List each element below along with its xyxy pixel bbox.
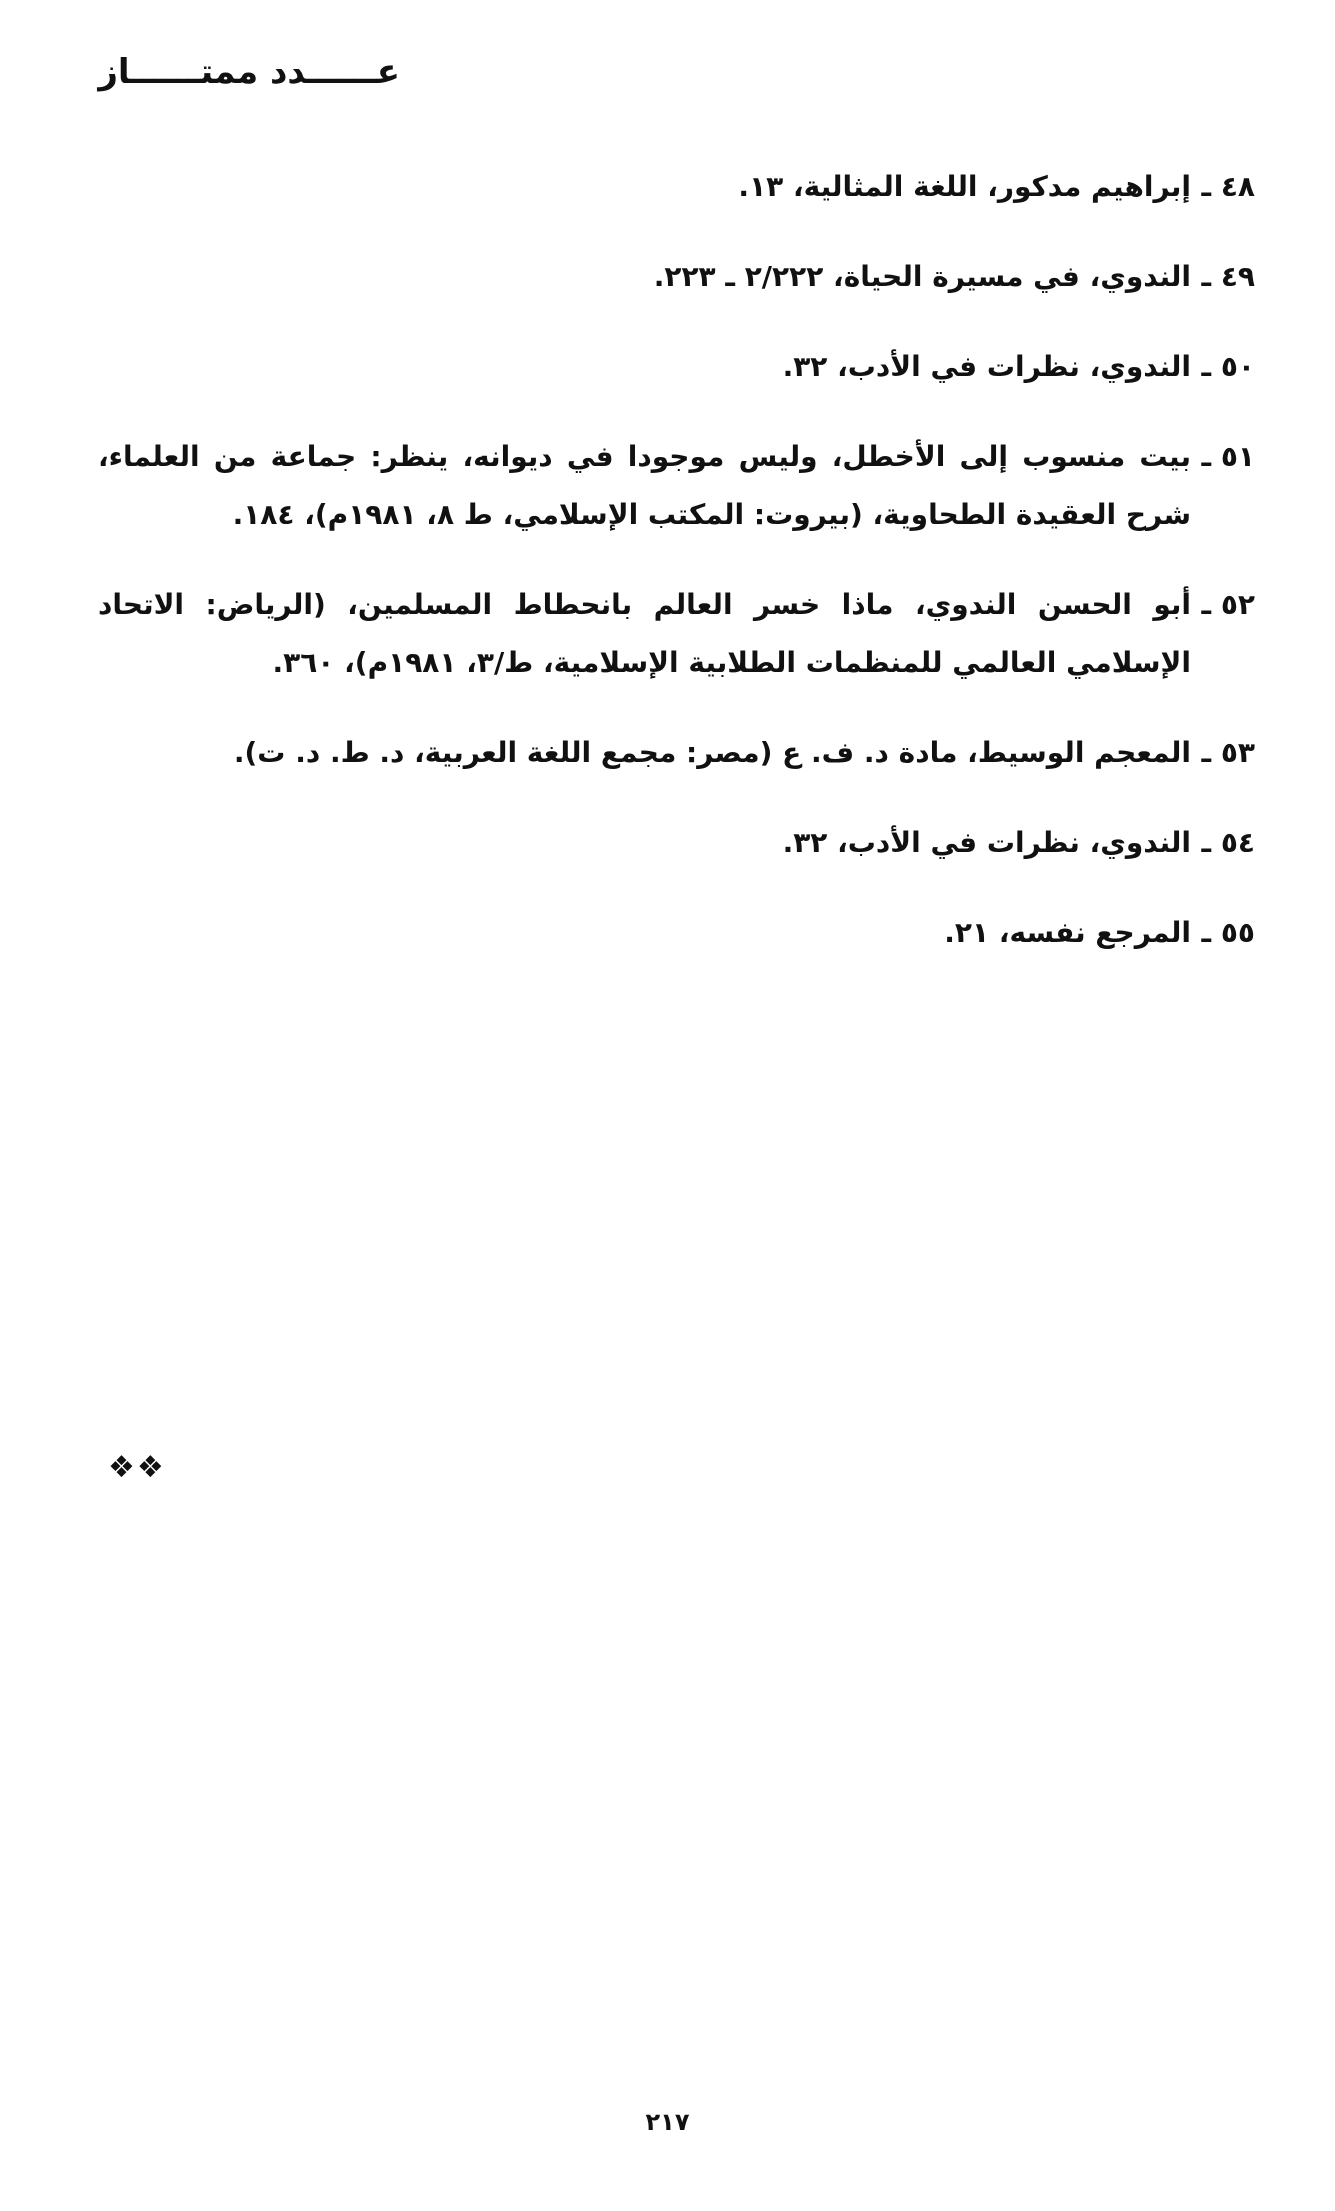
endnote-55 [98, 904, 1255, 962]
endnote-number: ٥١ ـ [1201, 440, 1255, 473]
endnote-number: ٥٢ ـ [1201, 588, 1255, 621]
endnotes-list [98, 158, 1255, 994]
endnote-48 [98, 158, 1255, 216]
endnote-number: ٥٤ ـ [1201, 826, 1255, 859]
endnote-54 [98, 814, 1255, 872]
endnote-text: الندوي، نظرات في الأدب، ٣٢. [782, 826, 1191, 859]
endnote-52 [98, 576, 1255, 692]
endnote-number: ٥٣ ـ [1201, 736, 1255, 769]
endnote-50 [98, 338, 1255, 396]
endnote-53 [98, 724, 1255, 782]
page-number: ٢١٧ [645, 2108, 690, 2136]
running-header: عــــــدد ممتــــــاز [98, 52, 400, 92]
endnote-number: ٤٨ ـ [1201, 170, 1255, 203]
endnote-number: ٥٠ ـ [1201, 350, 1255, 383]
endnote-49 [98, 248, 1255, 306]
endnote-51 [98, 428, 1255, 544]
endnote-text: المرجع نفسه، ٢١. [944, 916, 1191, 949]
endnote-text: الندوي، في مسيرة الحياة، ٢/٢٢٢ ـ ٢٢٣. [653, 260, 1191, 293]
endnote-text: المعجم الوسيط، مادة د. ف. ع (مصر: مجمع اللغة العربية، د. ط. د. ت). [233, 736, 1191, 769]
endnote-text: إبراهيم مدكور، اللغة المثالية، ١٣. [738, 170, 1191, 203]
endnote-number: ٥٥ ـ [1201, 916, 1255, 949]
endnote-number: ٤٩ ـ [1201, 260, 1255, 293]
endnote-text: بيت منسوب إلى الأخطل، وليس موجودا في ديوانه، ينظر: جماعة من العلماء، شرح العقيدة الطحاوية، (بيروت: المكتب الإسلامي، ط ٨، ١٩٨١م)، ١٨٤. [98, 440, 1191, 531]
endnote-text: الندوي، نظرات في الأدب، ٣٢. [782, 350, 1191, 383]
endnote-text: أبو الحسن الندوي، ماذا خسر العالم بانحطاط المسلمين، (الرياض: الاتحاد الإسلامي العالمي للمنظمات الطلابية الإسلامية، ط/٣، ١٩٨١م)، ٣٦٠. [98, 588, 1191, 679]
section-end-ornament: ❖❖ [108, 1450, 166, 1485]
